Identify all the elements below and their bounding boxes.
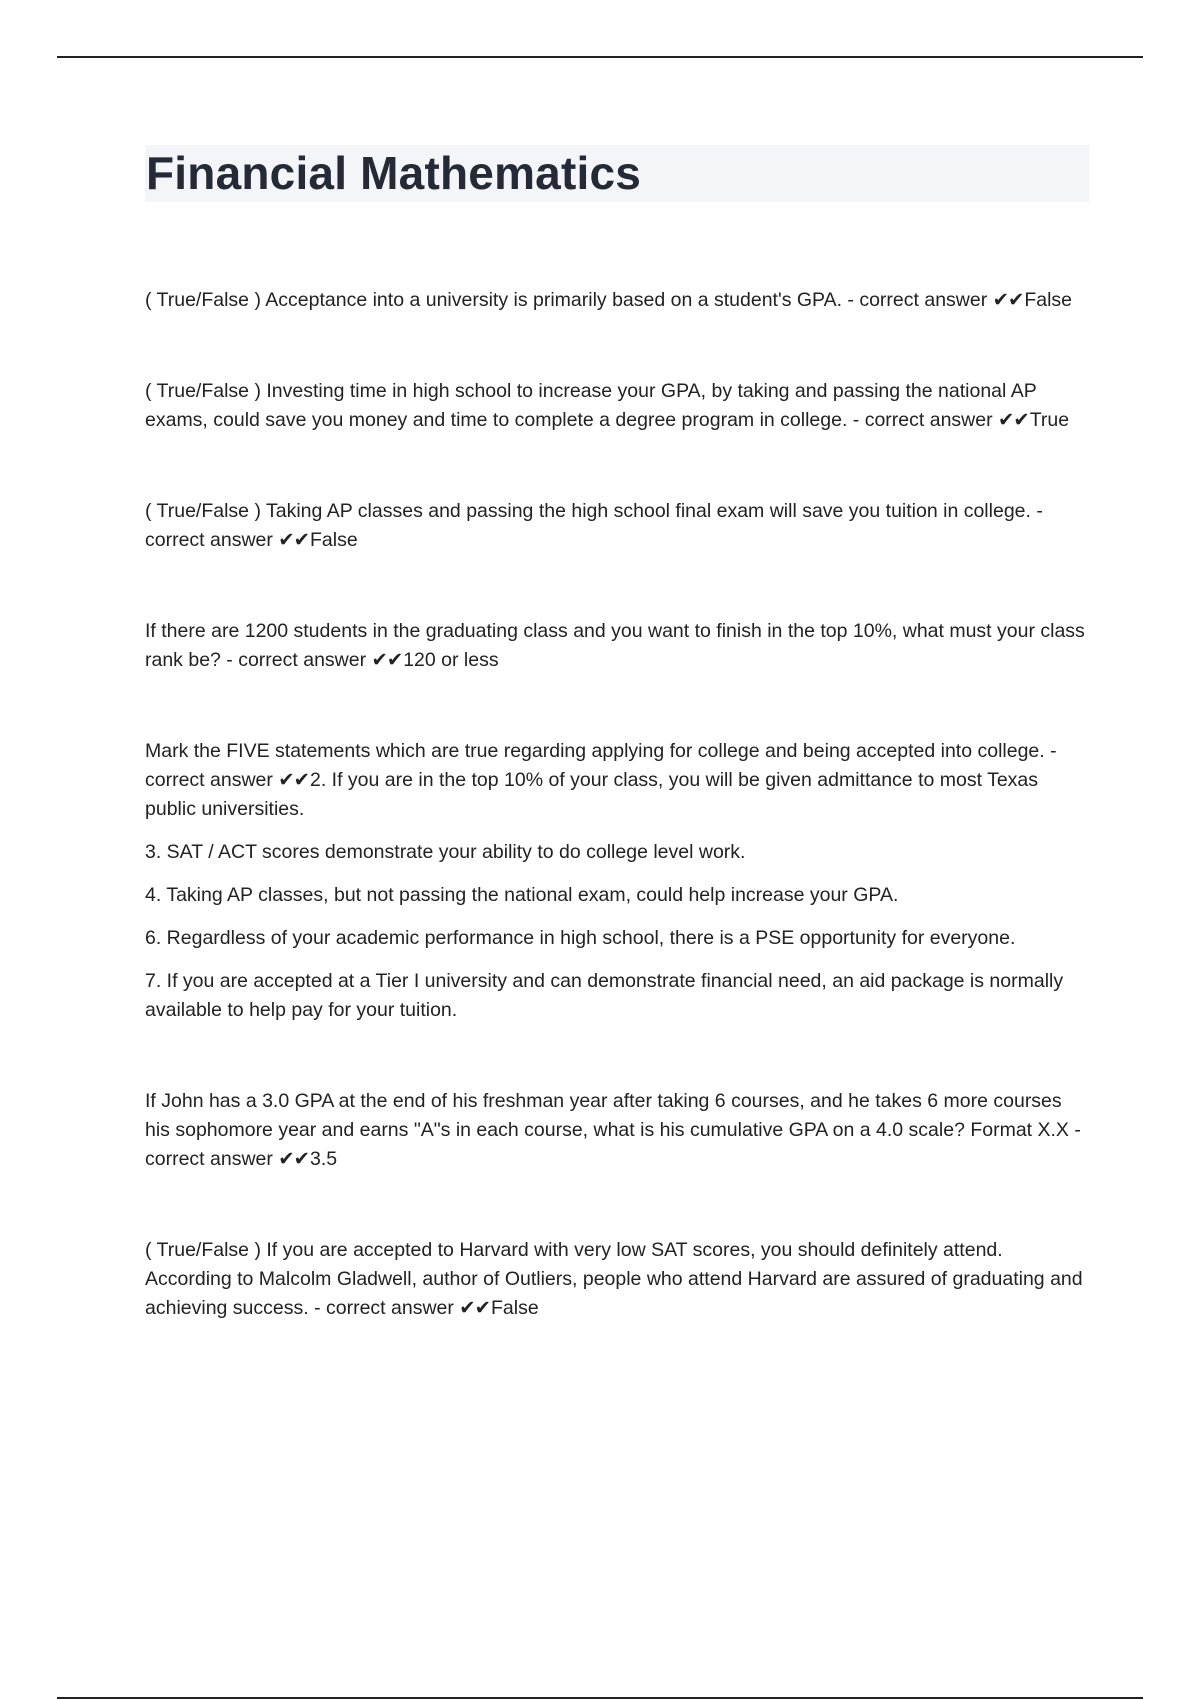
- qa-item-1: [145, 286, 1089, 315]
- question-text: If John has a 3.0 GPA at the end of his freshman year after taking 6 courses, and he takes 6 more courses his sophomore year and earns "A"s in each course, what is his cumulative GPA on a 4.0 scale? Format X.X - correct answer: [145, 1090, 1081, 1170]
- answer-text: True: [1029, 409, 1070, 431]
- answer-text: 3.5: [309, 1148, 338, 1170]
- footer-divider: [57, 1697, 1143, 1699]
- qa-text: [145, 286, 1089, 315]
- qa-text: [145, 377, 1089, 435]
- qa-item-6: [145, 1087, 1089, 1174]
- double-check-icon: ✔✔: [371, 649, 403, 671]
- double-check-icon: ✔✔: [278, 1148, 309, 1170]
- title-band: [145, 145, 1089, 202]
- document-body: [145, 145, 1089, 1385]
- double-check-icon: ✔✔: [278, 529, 309, 551]
- question-text: ( True/False ) Acceptance into a university is primarily based on a student's GPA. - correct answer: [145, 289, 993, 311]
- answer-text: False: [309, 529, 358, 551]
- qa-item-5: [145, 737, 1089, 1025]
- qa-text: [145, 617, 1089, 675]
- header-divider: [57, 56, 1143, 58]
- answer-line: 4. Taking AP classes, but not passing the national exam, could help increase your GPA.: [145, 884, 899, 906]
- qa-text: [145, 497, 1089, 555]
- double-check-icon: ✔✔: [992, 289, 1024, 311]
- double-check-icon: ✔✔: [998, 409, 1029, 431]
- qa-item-2: [145, 377, 1089, 435]
- answer-line: 3. SAT / ACT scores demonstrate your ability to do college level work.: [145, 841, 746, 863]
- qa-item-4: [145, 617, 1089, 675]
- qa-text: [145, 1236, 1089, 1323]
- qa-text: [145, 1087, 1089, 1174]
- question-text: ( True/False ) If you are accepted to Harvard with very low SAT scores, you should definitely attend. According to Malcolm Gladwell, author of Outliers, people who attend Harvard are assured of graduating and achieving success. - correct answer: [145, 1239, 1083, 1319]
- answer-text: 2. If you are in the top 10% of your class, you will be given admittance to most Texas public universities.: [145, 769, 1039, 820]
- answer-text: False: [490, 1297, 539, 1319]
- document-title: Financial Mathematics: [146, 147, 642, 199]
- answer-text: 120 or less: [403, 649, 499, 671]
- question-text: Mark the FIVE statements which are true regarding applying for college and being accepted into college. - correct answer: [145, 740, 1057, 791]
- double-check-icon: ✔✔: [459, 1297, 490, 1319]
- qa-text: [145, 737, 1089, 824]
- answer-text: False: [1024, 289, 1073, 311]
- qa-item-7: [145, 1236, 1089, 1323]
- question-text: If there are 1200 students in the graduating class and you want to finish in the top 10%, what must your class rank be? - correct answer: [145, 620, 1085, 671]
- question-text: ( True/False ) Taking AP classes and passing the high school final exam will save you tuition in college. - correct answer: [145, 500, 1043, 551]
- answer-line: 7. If you are accepted at a Tier I university and can demonstrate financial need, an aid package is normally available to help pay for your tuition.: [145, 970, 1064, 1021]
- question-text: ( True/False ) Investing time in high school to increase your GPA, by taking and passing the national AP exams, could save you money and time to complete a degree program in college. - correct answer: [145, 380, 1037, 431]
- answer-line: 6. Regardless of your academic performance in high school, there is a PSE opportunity for everyone.: [145, 927, 1016, 949]
- qa-item-3: [145, 497, 1089, 555]
- double-check-icon: ✔✔: [278, 769, 309, 791]
